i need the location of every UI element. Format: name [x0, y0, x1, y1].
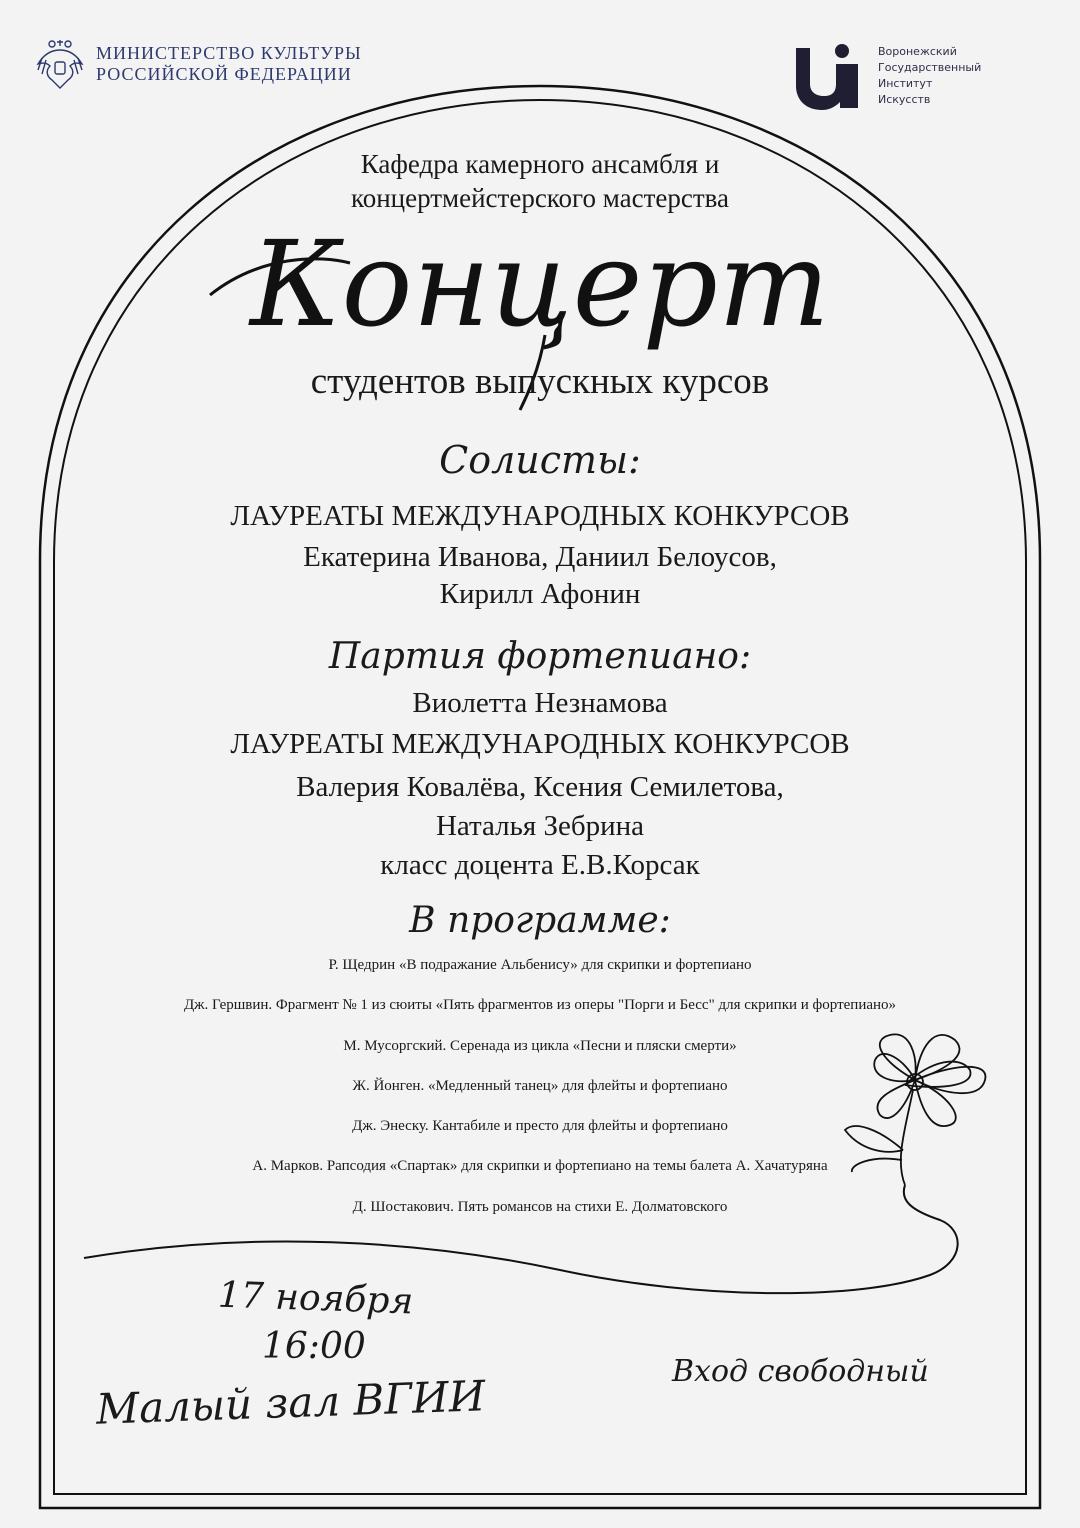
- program-item: Ж. Йонген. «Медленный танец» для флейты и фортепиано: [352, 1078, 728, 1094]
- piano-name1: Виолетта Незнамова: [412, 687, 668, 719]
- soloists-laureates: ЛАУРЕАТЫ МЕЖДУНАРОДНЫХ КОНКУРСОВ: [230, 500, 850, 532]
- piano-names-line2: Наталья Зебрина: [435, 810, 645, 842]
- institute-line1: Воронежский: [878, 45, 957, 58]
- title-script-text: Концерт: [250, 215, 830, 353]
- institute-line2: Государственный: [878, 61, 982, 74]
- piano-laureates: ЛАУРЕАТЫ МЕЖДУНАРОДНЫХ КОНКУРСОВ: [230, 728, 850, 760]
- institute-logo: [796, 44, 981, 110]
- department-title: [0, 147, 1080, 215]
- department-line2: концертмейстерского мастерства: [350, 183, 730, 213]
- header: [0, 0, 1080, 130]
- piano-names-line1: Валерия Ковалёва, Ксения Семилетова,: [296, 771, 784, 803]
- program-item: Р. Щедрин «В подражание Альбенису» для скрипки и фортепиано: [328, 957, 752, 973]
- program-item: Д. Шостакович. Пять романсов на стихи Е. Долматовского: [352, 1199, 728, 1215]
- piano-class: класс доцента Е.В.Корсак: [380, 849, 700, 881]
- soloists-names-line1: Екатерина Иванова, Даниил Белоусов,: [303, 541, 777, 573]
- department-line1: Кафедра камерного ансамбля и: [360, 149, 720, 179]
- program-heading: В программе:: [409, 900, 671, 941]
- event-time: 16:00: [262, 1326, 366, 1367]
- event-entry: Вход свободный: [672, 1354, 929, 1389]
- program-item: А. Марков. Рапсодия «Спартак» для скрипки и фортепиано на темы балета А. Хачатуряна: [252, 1158, 828, 1174]
- soloists-heading: Солисты:: [439, 438, 641, 482]
- soloists-names-line2: Кирилл Афонин: [439, 578, 641, 610]
- program-item: Дж. Гершвин. Фрагмент № 1 из сюиты «Пять фрагментов из оперы "Порги и Бесс" для скрипки и фортепиано»: [183, 997, 897, 1013]
- ministry-line1: МИНИСТЕРСТВО КУЛЬТУРЫ: [96, 43, 362, 63]
- institute-line3: Институт: [878, 77, 933, 90]
- event-venue: Малый зал ВГИИ: [95, 1371, 487, 1434]
- piano-heading: Партия фортепиано:: [328, 636, 752, 677]
- event-date: 17 ноября: [217, 1274, 414, 1323]
- institute-line4: Искусств: [878, 93, 931, 106]
- ministry-line2: РОССИЙСКОЙ ФЕДЕРАЦИИ: [96, 64, 352, 84]
- program-item: Дж. Энеску. Кантабиле и престо для флейты и фортепиано: [352, 1118, 728, 1134]
- program-item: М. Мусоргский. Серенада из цикла «Песни и пляски смерти»: [343, 1038, 737, 1054]
- u-letter-logo-icon: [796, 44, 858, 110]
- subtitle: студентов выпускных курсов: [310, 361, 770, 402]
- ministry-logo: [34, 36, 362, 92]
- double-headed-eagle-icon: [34, 36, 86, 92]
